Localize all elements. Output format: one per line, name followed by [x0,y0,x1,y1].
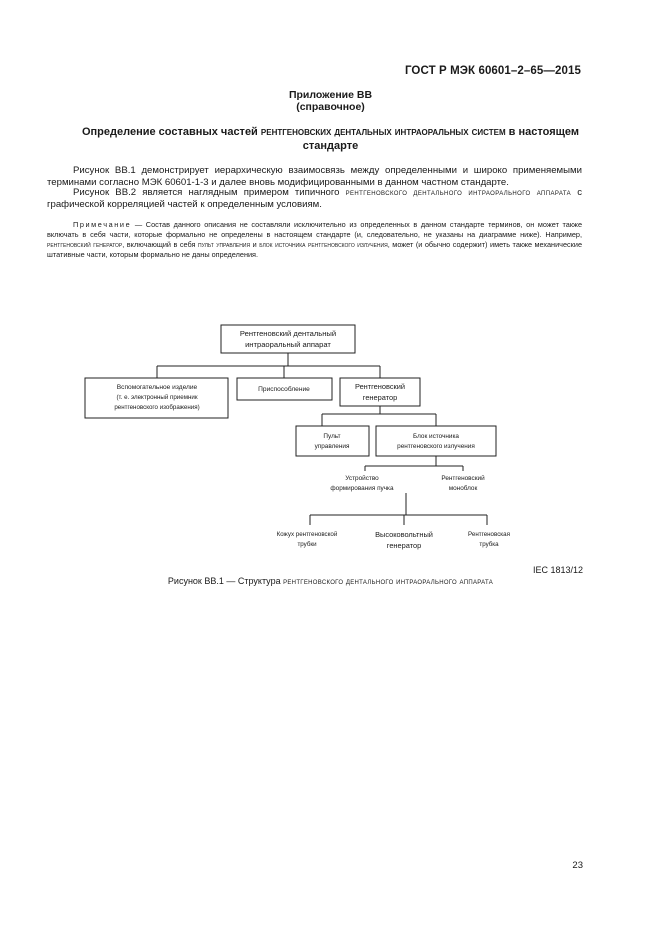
source-label-1: Блок источника [412,433,460,440]
fixture-label: Приспособление [258,386,310,393]
note-term-console: пульт управления [198,240,251,249]
root-label-1: Рентгеновский дентальный [239,329,337,338]
box-console [296,426,369,456]
generator-label-1: Рентгеновский [354,382,406,391]
annex-subtitle: (справочное) [296,101,365,113]
box-source [376,426,496,456]
housing-label-2: трубки [297,541,317,548]
aux-label-3: рентгеновского изображения) [114,404,200,411]
beam-label-2: формирования пучка [330,485,394,492]
paragraph-2-part-1: Рисунок ВВ.2 является наглядным примером типичного [73,187,346,198]
monoblock-label-2: моноблок [448,485,478,492]
tube-label-2: трубка [479,541,499,548]
generator-label-2: генератор [362,393,398,402]
paragraph-2-term: рентгеновского дентального интраорального аппарата [345,188,572,197]
hv-label-2: генератор [386,541,422,550]
page-number: 23 [572,860,583,871]
aux-label-2: (т. е. электронный приемник [116,394,198,401]
monoblock-label-1: Рентгеновский [441,475,485,482]
annex-title: Приложение ВВ [288,89,373,101]
section-title-part-3: в настоящем стандарте [302,126,580,152]
hv-label-1: Высоковольтный [375,530,433,539]
aux-label-1: Вспомогательное изделие [116,384,198,391]
figure-id: IEC 1813/12 [532,565,583,575]
paragraph-2-part-3: с графической корреляцией частей к определенным условиям. [47,187,583,210]
root-label-2: интраоральный аппарат [245,340,331,349]
note-label: Примечание [73,220,132,229]
note-term-generator: рентгеновский генератор [47,240,123,249]
source-label-2: рентгеновского излучения [397,443,475,450]
housing-label-1: Кожух рентгеновской [276,531,338,538]
console-label-2: управления [314,443,350,450]
beam-label-1: Устройство [345,475,379,482]
caption-term: рентгеновского дентального интраорального аппарата [283,577,494,586]
console-label-1: Пульт [323,433,341,440]
document-header: ГОСТ Р МЭК 60601–2–65—2015 [404,65,581,77]
note-text-1: — Состав данного описания не составляли исключительно из определенных в данном стандарте терминов, он может также включать в себя части, которые формально не определены в настоящем стандарте (и, следовательно, не указаны на диаграмме ниже). Например, [47,220,582,239]
tube-label-1: Рентгеновская [468,531,510,538]
paragraph-1: Рисунок ВВ.1 демонстрирует иерархическую взаимосвязь между определенными и широко применяемыми терминами согласно МЭК 60601-1-3 и далее вновь модифицированными в данном частном стандарте. [47,165,582,188]
note-text-3: и [250,240,260,249]
note-text-4: , может (и обычно содержит) иметь также механические штативные части, которым формально не даны определения. [47,240,582,259]
figure-caption [0,576,661,586]
section-title-term: рентгеновских дентальных интраоральных систем [260,126,506,138]
note-text-2: , включающий в себя [122,240,199,249]
section-title-part-1: Определение составных частей [81,126,261,138]
note-term-source: блок источника рентгеновского излучения [259,240,388,249]
caption-part-1: Рисунок ВВ.1 — Структура [167,576,284,586]
